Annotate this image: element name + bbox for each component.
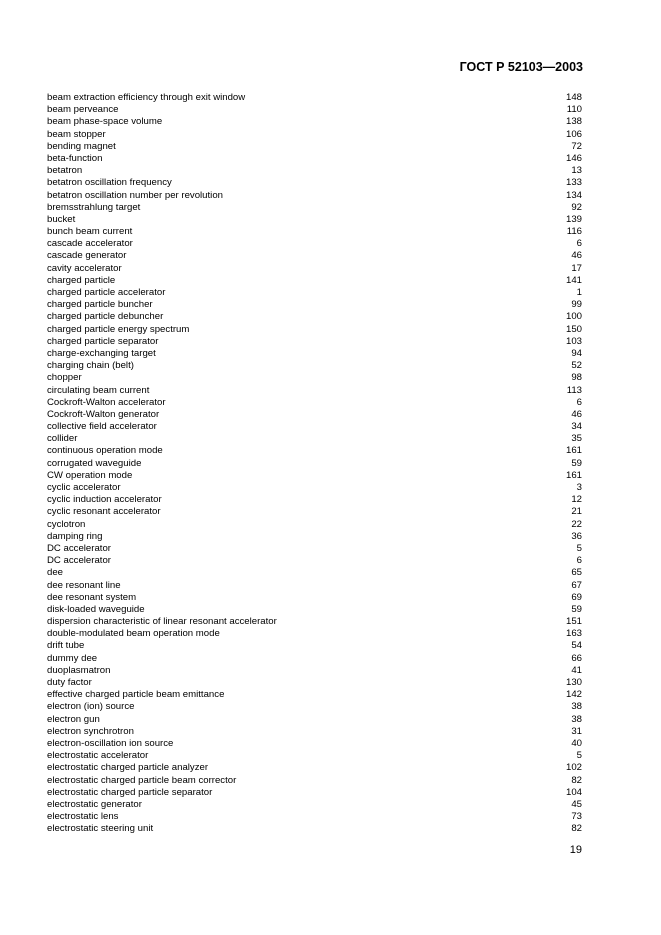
index-term-number: 3 — [576, 482, 582, 493]
index-entry — [47, 665, 582, 677]
index-term-number: 45 — [571, 798, 582, 810]
index-term-number: 59 — [571, 603, 582, 615]
index-entry — [47, 738, 582, 750]
index-entry — [47, 275, 582, 287]
index-entry — [47, 616, 582, 628]
index-term-number: 6 — [576, 555, 582, 567]
index-term: duoplasmatron — [47, 664, 111, 676]
index-term: CW operation mode — [47, 469, 133, 481]
index-term-number: 13 — [571, 165, 582, 177]
index-term-number: 104 — [565, 786, 582, 798]
index-entry — [47, 348, 582, 360]
index-term-number: 163 — [565, 628, 582, 640]
index-term: beam perveance — [47, 104, 119, 116]
index-term: charged particle energy spectrum — [47, 323, 190, 335]
index-term-number: 146 — [565, 152, 582, 164]
index-entry — [47, 263, 582, 275]
index-entry — [47, 177, 582, 189]
index-term: collider — [47, 433, 78, 445]
index-term: beam phase-space volume — [47, 116, 163, 128]
index-term-number: 82 — [571, 823, 582, 835]
index-entry — [47, 372, 582, 384]
index-entry — [47, 238, 582, 250]
index-entry — [47, 519, 582, 531]
index-term-number: 82 — [571, 774, 582, 786]
index-term-number: 103 — [565, 335, 582, 347]
index-term-number: 133 — [565, 177, 582, 189]
index-term-number: 36 — [571, 530, 582, 542]
index-entry — [47, 421, 582, 433]
index-entry — [47, 555, 582, 567]
index-term-number: 59 — [571, 457, 582, 469]
index-entry — [47, 762, 582, 774]
index-entry — [47, 141, 582, 153]
index-entry — [47, 433, 582, 445]
index-term: effective charged particle beam emittance — [47, 689, 225, 701]
index-term-number: 148 — [565, 92, 582, 103]
index-term-number: 38 — [571, 701, 582, 713]
index-term-number: 142 — [565, 689, 582, 701]
index-entry — [47, 445, 582, 457]
index-term: dee resonant line — [47, 579, 121, 591]
index-term: corrugated waveguide — [47, 457, 142, 469]
index-term-number: 1 — [576, 287, 582, 298]
index-term-number: 38 — [571, 713, 582, 725]
index-entry — [47, 640, 582, 652]
index-entry — [47, 202, 582, 214]
index-term: cyclic resonant accelerator — [47, 506, 161, 518]
index-term: charged particle — [47, 274, 116, 286]
index-term-number: 12 — [571, 494, 582, 506]
index-entry — [47, 726, 582, 738]
index-entry — [47, 214, 582, 226]
index-term: continuous operation mode — [47, 445, 163, 457]
index-term: cyclotron — [47, 518, 86, 530]
index-entry — [47, 324, 582, 336]
index-term: dee — [47, 567, 64, 579]
index-entry — [47, 799, 582, 811]
index-term: electrostatic generator — [47, 798, 142, 810]
index-term-number: 6 — [576, 396, 582, 408]
index-entry — [47, 397, 582, 409]
index-term: electrostatic accelerator — [47, 750, 149, 762]
index-entry — [47, 823, 582, 835]
index-entry — [47, 653, 582, 665]
index-term-number: 139 — [565, 213, 582, 225]
index-entry — [47, 311, 582, 323]
index-entry — [47, 506, 582, 518]
index-term: beam stopper — [47, 128, 106, 140]
index-entry — [47, 470, 582, 482]
index-term: damping ring — [47, 530, 103, 542]
index-term: charge-exchanging target — [47, 347, 156, 359]
index-term-number: 99 — [571, 299, 582, 311]
index-term: electrostatic charged particle beam corrector — [47, 774, 237, 786]
index-term: Cockroft-Walton accelerator — [47, 396, 166, 408]
index-term-number: 46 — [571, 408, 582, 420]
index-entry — [47, 482, 582, 494]
index-term-number: 110 — [566, 104, 582, 116]
index-entry — [47, 543, 582, 555]
index-entry — [47, 592, 582, 604]
index-term: dummy dee — [47, 652, 98, 664]
index-term: betatron oscillation frequency — [47, 177, 172, 189]
index-entry — [47, 531, 582, 543]
index-entry — [47, 750, 582, 762]
index-term: electron-oscillation ion source — [47, 737, 174, 749]
index-term: electron (ion) source — [47, 701, 135, 713]
index-term: electron synchrotron — [47, 725, 134, 737]
index-term-number: 54 — [571, 640, 582, 652]
index-term: circulating beam current — [47, 384, 150, 396]
index-term-number: 6 — [576, 238, 582, 250]
index-entry — [47, 628, 582, 640]
index-term: charged particle debuncher — [47, 311, 164, 323]
index-term: bunch beam current — [47, 226, 133, 238]
index-entry — [47, 494, 582, 506]
index-term-number: 40 — [571, 737, 582, 749]
index-term-number: 116 — [566, 226, 582, 238]
index-term-number: 69 — [571, 591, 582, 603]
index-entry — [47, 129, 582, 141]
index-entry — [47, 409, 582, 421]
index-term-number: 98 — [571, 372, 582, 384]
index-term-number: 113 — [566, 384, 582, 396]
index-term-number: 92 — [571, 201, 582, 213]
index-term-number: 151 — [565, 616, 582, 628]
index-term: electrostatic charged particle analyzer — [47, 762, 209, 774]
index-entry — [47, 787, 582, 799]
index-term: betatron — [47, 165, 83, 177]
index-term-number: 150 — [565, 323, 582, 335]
index-entry — [47, 689, 582, 701]
index-entry — [47, 811, 582, 823]
index-entry — [47, 153, 582, 165]
index-entry — [47, 701, 582, 713]
index-term-number: 130 — [565, 677, 582, 688]
index-entry — [47, 580, 582, 592]
index-entry — [47, 226, 582, 238]
index-term: double-modulated beam operation mode — [47, 628, 220, 640]
index-term: dee resonant system — [47, 591, 137, 603]
index-term: cyclic accelerator — [47, 482, 121, 493]
index-term-number: 46 — [571, 250, 582, 262]
index-term: cavity accelerator — [47, 262, 122, 274]
index-term-number: 5 — [576, 542, 582, 554]
index-term-number: 34 — [571, 421, 582, 433]
index-term-number: 66 — [571, 652, 582, 664]
index-entry — [47, 165, 582, 177]
index-term-number: 106 — [565, 128, 582, 140]
index-entry — [47, 604, 582, 616]
index-term: dispersion characteristic of linear resonant accelerator — [47, 616, 277, 628]
index-term: bucket — [47, 213, 76, 225]
index-term-number: 94 — [571, 347, 582, 359]
index-term: electrostatic lens — [47, 811, 119, 823]
index-term: cascade generator — [47, 250, 127, 262]
index-entry — [47, 299, 582, 311]
index-term-number: 17 — [571, 262, 582, 274]
index-term: beam extraction efficiency through exit window — [47, 92, 246, 103]
index-term-number: 100 — [565, 311, 582, 323]
index-term: electrostatic steering unit — [47, 823, 154, 835]
index-entry — [47, 385, 582, 397]
index-term-number: 161 — [565, 445, 582, 457]
index-term-number: 161 — [565, 469, 582, 481]
index-term: DC accelerator — [47, 542, 111, 554]
index-entry — [47, 92, 582, 104]
index-term-number: 5 — [576, 750, 582, 762]
index-term: chopper — [47, 372, 82, 384]
index-entry — [47, 360, 582, 372]
index-term-number: 21 — [571, 506, 582, 518]
index-term: bending magnet — [47, 140, 116, 152]
index-term: bremsstrahlung target — [47, 201, 141, 213]
index-term-number: 65 — [571, 567, 582, 579]
index-term: cyclic induction accelerator — [47, 494, 162, 506]
page-number: 19 — [569, 844, 582, 856]
index-term: beta-function — [47, 152, 103, 164]
index-term-number: 35 — [571, 433, 582, 445]
index-entry — [47, 250, 582, 262]
index-term: DC accelerator — [47, 555, 111, 567]
index-term-number: 52 — [571, 360, 582, 372]
index-term-number: 67 — [571, 579, 582, 591]
page-header-standard: ГОСТ Р 52103—2003 — [459, 60, 583, 74]
index-entry — [47, 287, 582, 299]
index-entry — [47, 775, 582, 787]
index-entry — [47, 567, 582, 579]
index-entry — [47, 116, 582, 128]
index-term: Cockroft-Walton generator — [47, 408, 160, 420]
index-term: betatron oscillation number per revolution — [47, 189, 223, 201]
index-term: electrostatic charged particle separator — [47, 786, 213, 798]
index-term: charged particle separator — [47, 335, 159, 347]
index-term-number: 72 — [571, 140, 582, 152]
term-index-list — [47, 92, 582, 835]
index-entry — [47, 104, 582, 116]
index-term: cascade accelerator — [47, 238, 133, 250]
index-term: collective field accelerator — [47, 421, 157, 433]
index-term: charging chain (belt) — [47, 360, 134, 372]
index-term: electron gun — [47, 713, 100, 725]
index-term: duty factor — [47, 677, 92, 688]
index-term-number: 134 — [565, 189, 582, 201]
index-term: drift tube — [47, 640, 85, 652]
index-term-number: 141 — [565, 274, 582, 286]
index-term: charged particle buncher — [47, 299, 153, 311]
index-entry — [47, 458, 582, 470]
index-term-number: 41 — [571, 664, 582, 676]
index-term-number: 73 — [571, 811, 582, 823]
index-entry — [47, 677, 582, 689]
index-term-number: 31 — [571, 725, 582, 737]
index-term: disk-loaded waveguide — [47, 603, 145, 615]
index-term: charged particle accelerator — [47, 287, 166, 298]
index-term-number: 22 — [571, 518, 582, 530]
index-entry — [47, 336, 582, 348]
index-term-number: 102 — [565, 762, 582, 774]
index-term-number: 138 — [565, 116, 582, 128]
index-entry — [47, 190, 582, 202]
index-entry — [47, 714, 582, 726]
